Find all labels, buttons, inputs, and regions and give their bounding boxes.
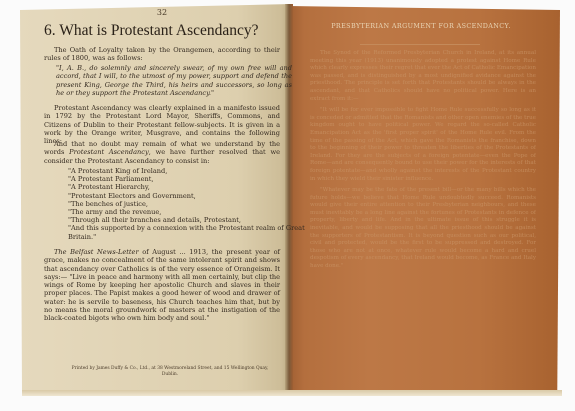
list-item: "A Protestant Hierarchy, xyxy=(68,183,150,192)
definition-text-end: , we have further resolved that we consider the Protestant Ascendancy to consist in: xyxy=(44,148,280,165)
printer-imprint: Printed by James Duffy & Co., Ltd., at 38 Westmoreland Street, and 15 Wellington Quay, Dublin. xyxy=(71,366,269,377)
intro-paragraph: The Oath of Loyalty taken by the Orangemen, according to their rules of 1800, was as follows: xyxy=(44,46,280,63)
newsletter-text: of August ... 1913, the present year of grace, makes no concealment of the same intolerant spirit and shows that ascendancy over Catholics is of the very essence of Orangeism. It says:— "Live in peace and harmony with all men certainly, but clip the wings of Rome by keeping her apostolic Church and slaves in their proper places. The Papist makes a good hewer of wood and drawer of water: he is servile to baseness, his Church teaches him that, but by no means the moral groundwork of masters at the instigation of the black-coated bigots who own him body and soul." xyxy=(44,248,280,323)
right-paragraph: The Synod of the Reformed Presbyterian Church in Ireland, at its annual meeting this year (1913) unanimously adopted a protest against Home Rule which clearly expresses their regret that ever the Act of Catholic Emancipation was passed, and is distinguished by a most undignified avidance against the priesthood. The principle is set forth that Protestants should be always in the ascendant, and that Catholics should have no political power. Here is an extract from it:— xyxy=(310,50,536,102)
oath-quote: "I, A. B., do solemnly and sincerely swear, of my own free will and accord, that I will, to the utmost of my power, support and defend the present King, George the Third, his heirs and successors, so long as he or they support the Protestant Ascendancy." xyxy=(56,64,292,97)
newsletter-paragraph xyxy=(44,248,280,323)
list-item: "Through all their branches and details, Protestant, xyxy=(68,216,241,225)
list-item: "A Protestant King of Ireland, xyxy=(68,167,168,175)
list-item: "The army and the revenue, xyxy=(68,208,162,217)
ascendancy-definition-paragraph xyxy=(44,140,280,165)
newsletter-title: The Belfast News-Letter xyxy=(54,248,139,256)
definition-term: Protestant Ascendancy xyxy=(69,148,149,157)
right-paragraph: "It will be for ever impossible to fight Home Rule successfully so long as it is conceded or admitted that the Romanists and other open enemies of the true kingdom ought to have political power. We regard the so-called Catholic Emancipation Act as the 'first proper spirit' of the Home Rule evil. From the time of the passing of the Act, which gave the Romanists the franchise, down to the beginning of their power to threaten the liberties of the Protestants of Ireland. For they are the subjects of a foreign potentate—even the Pope of Rome—and are consequently bound to use their power for the interests of that foreign potentate—and wholly against the interests of the Protestant country in which they wield their sinister influence. xyxy=(310,107,536,182)
manifesto-paragraph: Protestant Ascendancy was clearly explained in a manifesto issued in 1792 by the Protestant Lord Mayor, Sheriffs, Commons, and Citizens of Dublin to their Protestant fellow-subjects. It is given in a work by the Orange writer, Musgrave, and contains the following lines: xyxy=(44,104,280,146)
right-page-heading: PRESBYTERIAN ARGUMENT FOR ASCENDANCY. xyxy=(331,22,511,30)
definition-text-start: And that no doubt may remain of what we understand by the words xyxy=(44,140,280,157)
right-paragraph: "Whatever may be the fate of the present bill—or the many bills which the future holds—we believe that Home Rule undoubtedly succeed. Romanists would give their entire attention to their Presbyterian neighbours, and these must inevitably be a long line against the fortunes of Protestants in defence of property, liberty and life. And in the ultimate issue of this struggle it is inevitable, and would be supposing that all the priesthood should be against the supporters of Protestantism. It is beyond question such as our political, civil and protected, would be the first to be suppressed and destroyed. For those who are not at once, whatever rule would become a hard and cruel despotism of every ascendancy, that Ireland would become, as France and Italy have done." xyxy=(310,187,536,270)
heading-rule xyxy=(360,44,480,45)
list-item: "The benches of justice, xyxy=(68,199,148,208)
page-number: 32 xyxy=(156,8,168,17)
page-edges xyxy=(22,390,562,396)
list-item: "And this supported by a connexion with the Protestant realm of Great Britain." xyxy=(68,224,305,241)
right-page-body xyxy=(310,50,536,382)
list-item: "Protestant Electors and Government, xyxy=(68,191,196,200)
ascendancy-list xyxy=(44,167,308,241)
list-item: "A Protestant Parliament, xyxy=(68,175,154,184)
section-heading: 6. What is Protestant Ascendancy? xyxy=(44,22,259,39)
